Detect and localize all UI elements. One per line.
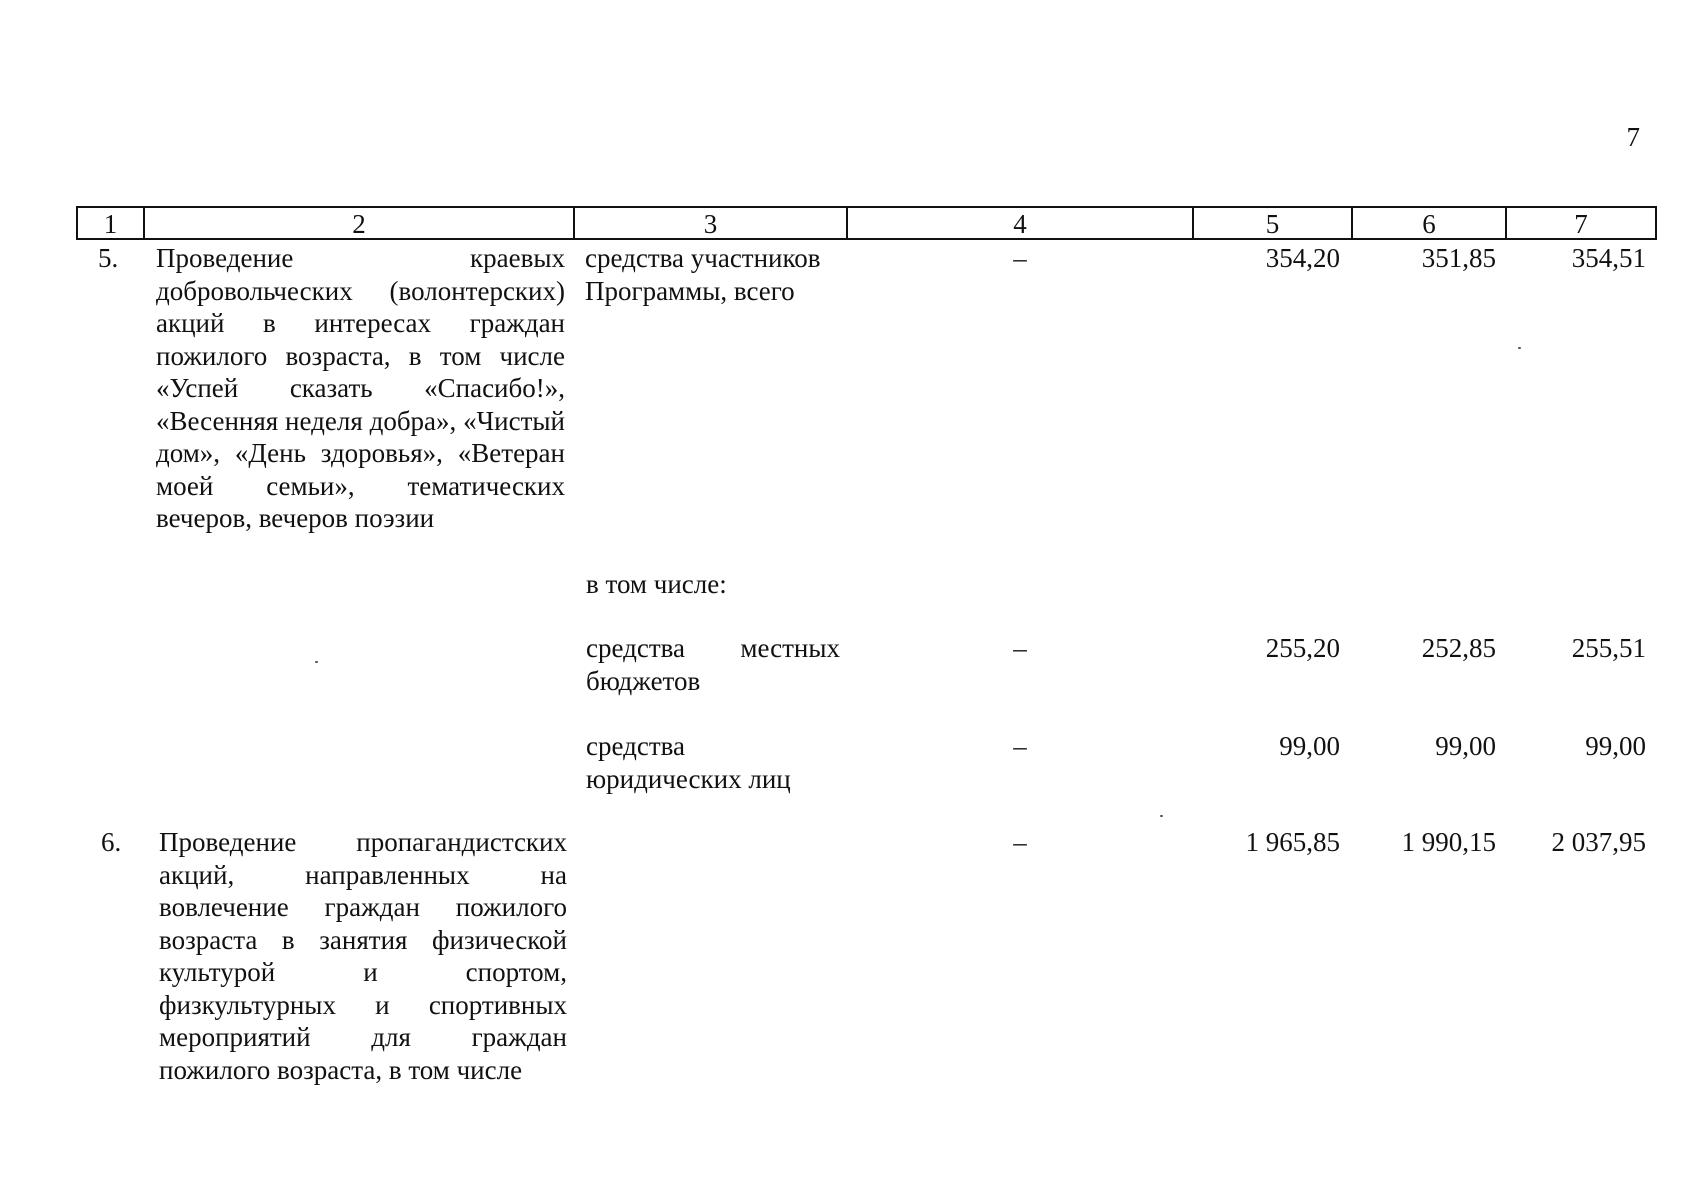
row-number: 6. (101, 827, 122, 857)
col6-value: 1 990,15 (1401, 827, 1496, 857)
col5-value: 255,20 (1265, 633, 1340, 663)
scan-speck (315, 661, 318, 663)
col5-value: 354,20 (1265, 243, 1340, 273)
row-description: Проведение краевых добровольческих (волонтерских) акций в интересах граждан пожилого возраста, в том числе «Успей сказать «Спасибо!», «Весенняя неделя добра», «Чистый дом», «День здоровья», «Ветеран моей семьи», тематических вечеров, вечеров поэзии (156, 243, 565, 533)
col7-value: 354,51 (1571, 243, 1646, 273)
col4-value: – (1013, 731, 1027, 761)
column-header-1: 1 (77, 207, 144, 239)
including-label: в том числе: (586, 569, 727, 599)
page-number: 7 (1626, 122, 1640, 152)
col6-value: 252,85 (1421, 633, 1496, 663)
col6-value: 351,85 (1421, 243, 1496, 273)
column-header-table (76, 206, 1657, 240)
row-description: Проведение пропагандистских акций, направленных на вовлечение граждан пожилого возраста в занятия физической культурой и спортом, физкультурных и спортивных мероприятий для граждан пожилого возраста, в том числе (159, 827, 567, 1085)
column-header-6: 6 (1352, 207, 1506, 239)
scan-speck (1518, 347, 1521, 349)
column-header-row (77, 207, 1656, 239)
col7-value: 255,51 (1571, 633, 1646, 663)
column-header-3: 3 (574, 207, 847, 239)
scan-speck (1160, 815, 1163, 817)
column-header-4: 4 (847, 207, 1193, 239)
column-header-7: 7 (1506, 207, 1656, 239)
col5-value: 1 965,85 (1245, 827, 1340, 857)
col4-value: – (1013, 243, 1027, 273)
funding-source: средства местных бюджетов (586, 633, 840, 696)
col7-value: 99,00 (1585, 731, 1646, 761)
col4-value: – (1013, 827, 1027, 857)
row-number: 5. (98, 243, 119, 273)
funding-source: средства юридических лиц (586, 731, 791, 794)
col6-value: 99,00 (1435, 731, 1496, 761)
column-header-2: 2 (144, 207, 574, 239)
col4-value: – (1013, 633, 1027, 663)
col5-value: 99,00 (1279, 731, 1340, 761)
col7-value: 2 037,95 (1551, 827, 1646, 857)
column-header-5: 5 (1193, 207, 1352, 239)
funding-source: средства участников Программы, всего (585, 243, 821, 306)
